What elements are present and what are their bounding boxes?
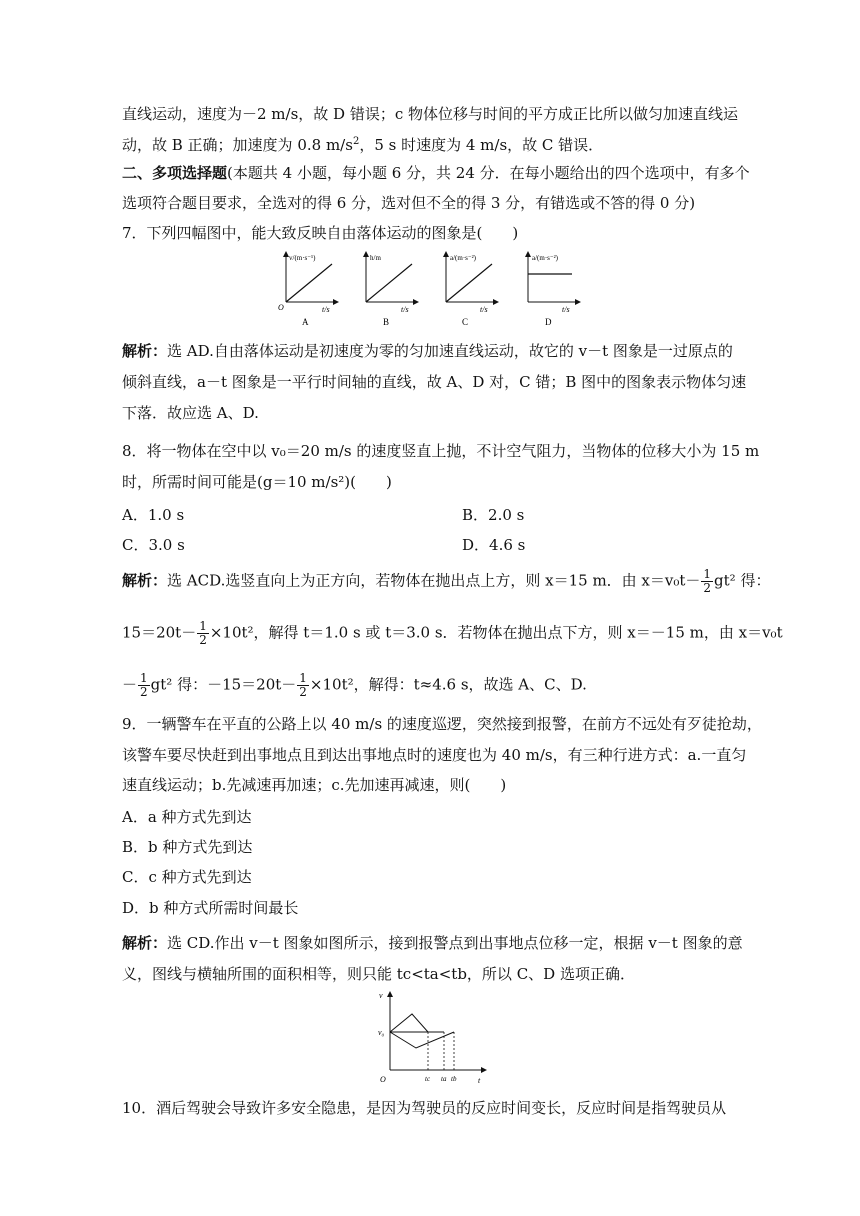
- analysis-line: 下落．故应选 A、D.: [122, 404, 259, 422]
- text-span: gt² 得：: [714, 571, 771, 590]
- graph-b: [366, 252, 418, 327]
- vt-ylabel: v: [379, 991, 383, 1000]
- text-line: 动，故 B 正确；加速度为 0.8 $m/s^2$，5 s 时速度为 4 m/s，故 C 错误．: [122, 136, 604, 154]
- frac-num: 1: [199, 619, 207, 633]
- question-9-line3: 速直线运动；b.先减速再加速；c.先加速再减速，则( ): [122, 776, 507, 794]
- q9-option-b: B．b 种方式先到达: [122, 838, 253, 856]
- vt-tc: tc: [425, 1075, 431, 1083]
- q9-option-a: A．a 种方式先到达: [122, 808, 252, 826]
- graph-a: [278, 252, 338, 327]
- text-span: 选 ACD.选竖直向上为正方向，若物体在抛出点上方，则 x＝15 m．由 x＝v₀t－: [167, 571, 701, 590]
- graph-b-xlabel: t/s: [401, 305, 409, 314]
- graph-d-caption: D: [545, 317, 552, 327]
- text-span: －: [122, 675, 138, 694]
- frac-num: 1: [299, 671, 307, 685]
- fraction: [701, 568, 713, 595]
- section-desc: (本题共 4 小题，每小题 6 分，共 24 分．在每小题给出的四个选项中，有多个: [227, 164, 750, 182]
- analysis-line: [122, 672, 587, 699]
- analysis-line: [122, 568, 770, 595]
- q8-option-c: C．3.0 s: [122, 536, 185, 554]
- fraction: [297, 672, 309, 699]
- graph-c-xlabel: t/s: [480, 305, 488, 314]
- vt-tb: tb: [451, 1075, 457, 1083]
- graph-c: [446, 252, 498, 327]
- q9-option-d: D．b 种方式所需时间最长: [122, 899, 299, 917]
- text-line: 选项符合题目要求，全选对的得 6 分，选对但不全的得 3 分，有错选或不答的得 0 分): [122, 194, 696, 212]
- text-span: 动，故 B 正确；加速度为 0.8 m/s: [122, 136, 353, 154]
- analysis-label: 解析：: [122, 571, 168, 590]
- graph-b-caption: B: [383, 317, 390, 327]
- question-10: 10．酒后驾驶会导致许多安全隐患，是因为驾驶员的反应时间变长，反应时间是指驾驶员从: [122, 1099, 727, 1117]
- analysis-label: 解析：: [122, 342, 168, 360]
- vt-origin: O: [380, 1075, 386, 1084]
- graph-c-ylabel: a/(m·s⁻²): [450, 254, 477, 262]
- text-span: gt² 得：－15＝20t－: [150, 675, 297, 694]
- section-title: 二、多项选择题: [122, 164, 228, 182]
- q9-option-c: C．c 种方式先到达: [122, 868, 252, 886]
- text-span: ×10t²，解得 t＝1.0 s 或 t＝3.0 s．若物体在抛出点下方，则 x＝－15 m，由 x＝v₀t: [209, 623, 783, 642]
- text-span: ，5 s 时速度为 4 m/s，故 C 错误．: [359, 136, 604, 154]
- text-span: 选 AD.自由落体运动是初速度为零的匀加速直线运动，故它的 v－t 图象是一过原点的: [167, 342, 733, 360]
- fraction: [197, 620, 209, 647]
- analysis-line: 倾斜直线，a－t 图象是一平行时间轴的直线，故 A、D 对，C 错；B 图中的图象表示物体匀速: [122, 373, 747, 391]
- frac-num: 1: [703, 567, 712, 581]
- graph-a-caption: A: [302, 317, 309, 327]
- frac-num: 1: [140, 671, 148, 685]
- q8-option-b: B．2.0 s: [462, 506, 525, 524]
- analysis-line: 义，图线与横轴所围的面积相等，则只能 tc<ta<tb，所以 C、D 选项正确．: [122, 965, 635, 983]
- graph-a-origin: O: [278, 303, 284, 312]
- graph-a-ylabel: v/(m·s⁻¹): [289, 254, 316, 262]
- text-span: 15＝20t－: [122, 623, 197, 642]
- question-8: 8．将一物体在空中以 v₀＝20 m/s 的速度竖直上抛，不计空气阻力，当物体的位移大小为 15 m: [122, 442, 760, 460]
- analysis-line: [122, 340, 733, 362]
- q9-vt-graph: [370, 990, 490, 1090]
- vt-v0: v₀: [378, 1028, 385, 1037]
- graph-b-ylabel: h/m: [370, 254, 381, 262]
- fraction: [138, 672, 150, 699]
- question-9-line2: 该警车要尽快赶到出事地点且到达出事地点时的速度也为 40 m/s，有三种行进方式：a.一直匀: [122, 746, 747, 764]
- question-9: 9．一辆警车在平直的公路上以 40 m/s 的速度巡逻，突然接到报警，在前方不远处有歹徒抢劫，: [122, 715, 762, 733]
- frac-den: 2: [140, 685, 148, 699]
- graph-d-ylabel: a/(m·s⁻²): [532, 254, 559, 262]
- graph-c-caption: C: [462, 317, 469, 327]
- frac-den: 2: [199, 633, 207, 647]
- q8-option-a: A．1.0 s: [122, 506, 185, 524]
- question-8-line2: 时，所需时间可能是(g＝10 m/s²)( ): [122, 473, 392, 491]
- text-span: 选 CD.作出 v－t 图象如图所示，接到报警点到出事地点位移一定，根据 v－t 图象的意: [167, 934, 743, 952]
- vt-ta: ta: [441, 1075, 447, 1083]
- frac-den: 2: [299, 685, 307, 699]
- analysis-line: [122, 620, 783, 647]
- graph-d: [528, 252, 580, 327]
- graph-a-xlabel: t/s: [322, 305, 330, 314]
- text-line: 直线运动，速度为－2 m/s，故 D 错误；c 物体位移与时间的平方成正比所以做匀加速直线运: [122, 105, 739, 123]
- q7-graphs: [270, 250, 590, 330]
- frac-den: 2: [703, 581, 712, 595]
- vt-xlabel: t: [478, 1076, 481, 1085]
- section-heading: [122, 162, 750, 184]
- text-span: ×10t²，解得：t≈4.6 s，故选 A、C、D.: [309, 675, 587, 694]
- analysis-label: 解析：: [122, 934, 168, 952]
- analysis-line: [122, 932, 743, 954]
- q8-option-d: D．4.6 s: [462, 536, 526, 554]
- question-7: 7．下列四幅图中，能大致反映自由落体运动的图象是( ): [122, 224, 519, 242]
- graph-d-xlabel: t/s: [562, 305, 570, 314]
